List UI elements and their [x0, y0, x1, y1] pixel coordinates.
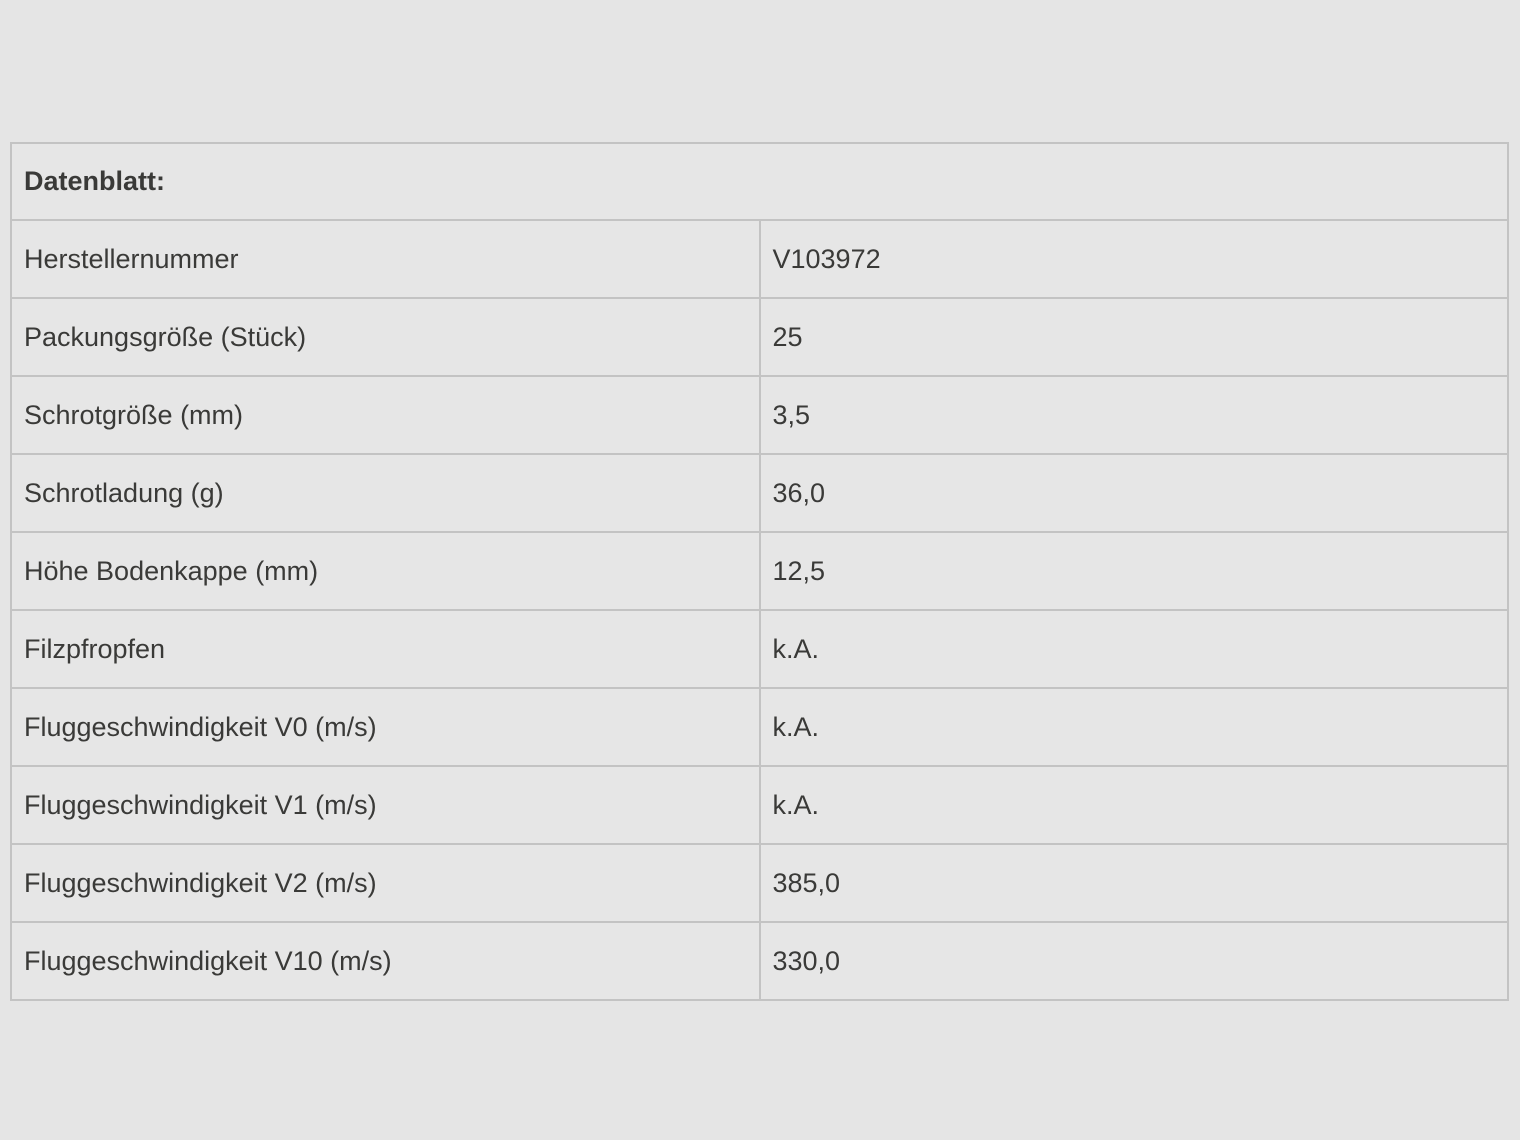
row-value: V103972 — [760, 220, 1509, 298]
row-value: k.A. — [760, 610, 1509, 688]
row-label: Höhe Bodenkappe (mm) — [11, 532, 760, 610]
table-row — [11, 610, 1508, 688]
row-label: Fluggeschwindigkeit V0 (m/s) — [11, 688, 760, 766]
row-value: 25 — [760, 298, 1509, 376]
row-value: k.A. — [760, 766, 1509, 844]
row-label: Filzpfropfen — [11, 610, 760, 688]
table-title: Datenblatt: — [11, 143, 1508, 220]
datasheet-table — [10, 142, 1509, 1001]
row-value: 3,5 — [760, 376, 1509, 454]
row-value: k.A. — [760, 688, 1509, 766]
table-row — [11, 376, 1508, 454]
row-label: Fluggeschwindigkeit V1 (m/s) — [11, 766, 760, 844]
table-row — [11, 688, 1508, 766]
table-row — [11, 220, 1508, 298]
row-label: Herstellernummer — [11, 220, 760, 298]
table-row — [11, 454, 1508, 532]
row-label: Schrotgröße (mm) — [11, 376, 760, 454]
row-label: Fluggeschwindigkeit V10 (m/s) — [11, 922, 760, 1000]
table-row — [11, 844, 1508, 922]
row-label: Packungsgröße (Stück) — [11, 298, 760, 376]
datasheet-section — [10, 142, 1509, 1001]
row-value: 385,0 — [760, 844, 1509, 922]
row-value: 36,0 — [760, 454, 1509, 532]
table-header-row — [11, 143, 1508, 220]
table-row — [11, 532, 1508, 610]
table-row — [11, 766, 1508, 844]
table-row — [11, 922, 1508, 1000]
row-label: Fluggeschwindigkeit V2 (m/s) — [11, 844, 760, 922]
row-label: Schrotladung (g) — [11, 454, 760, 532]
table-row — [11, 298, 1508, 376]
row-value: 12,5 — [760, 532, 1509, 610]
row-value: 330,0 — [760, 922, 1509, 1000]
